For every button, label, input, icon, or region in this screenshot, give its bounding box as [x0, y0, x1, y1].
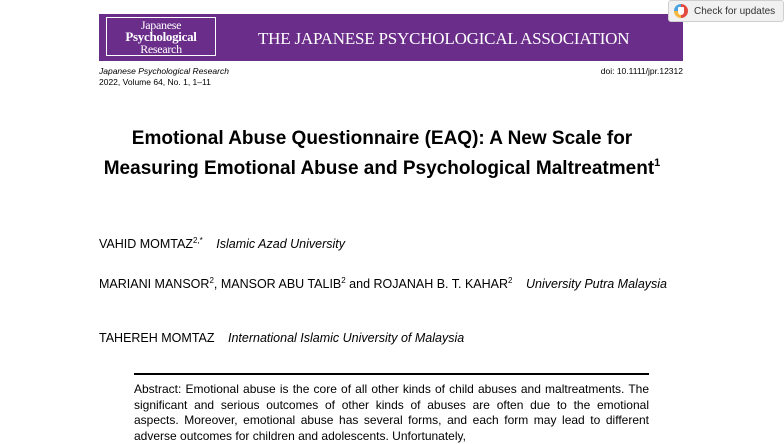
author-name: MANSOR ABU TALIB — [220, 277, 342, 291]
author-line-2: MARIANI MANSOR$^2$, MANSOR ABU TALIB$^2$ and ROJANAH B. T. KAHAR$^2$ University Putra Malaysia — [99, 276, 667, 291]
check-for-updates-button[interactable] — [668, 0, 784, 22]
author-sup: 2 — [341, 276, 346, 285]
check-updates-label: Check for updates — [694, 5, 776, 17]
logo-line-1: Japanese — [140, 18, 182, 32]
crossmark-icon — [674, 4, 688, 18]
title-footnote-mark: 1 — [654, 157, 661, 169]
journal-name: Japanese Psychological Research — [99, 66, 229, 76]
abstract — [134, 382, 649, 444]
author-name: ROJANAH B. T. KAHAR — [373, 277, 509, 291]
journal-banner — [99, 14, 683, 61]
author-line-1 — [99, 233, 685, 252]
journal-citation — [99, 66, 229, 88]
paper-title — [90, 126, 674, 181]
author-name: TAHEREH MOMTAZ — [99, 331, 215, 345]
author-sup: 2 — [508, 276, 513, 285]
author-sup: 2 — [209, 276, 214, 285]
title-text: Emotional Abuse Questionnaire (EAQ): A New Scale for Measuring Emotional Abuse and Psychological Maltreatment — [103, 128, 655, 179]
abstract-divider — [134, 373, 649, 375]
abstract-label: Abstract: — [134, 382, 182, 396]
doi: doi: 10.1111/jpr.12312 — [600, 66, 683, 76]
journal-logo — [106, 17, 216, 56]
author-affiliation: University Putra Malaysia — [525, 277, 667, 291]
author-line-3 — [99, 330, 685, 346]
author-affiliation: International Islamic University of Malaysia — [228, 331, 465, 345]
author-sup: 2,* — [192, 236, 203, 245]
logo-line-2: Psychological — [125, 29, 197, 44]
abstract-text: Emotional abuse is the core of all other kinds of child abuses and maltreatments. The significant and serious outcomes of other kinds of abuses are often due to the emotional aspects. Moreover, emotional abuse has several forms, and each form may lead to different adverse outcomes for children and adolescents. Unfortunately, — [134, 382, 649, 443]
author-name: MARIANI MANSOR — [99, 277, 210, 291]
journal-volume: 2022, Volume 64, No. 1, 1–11 — [99, 77, 211, 87]
association-name: THE JAPANESE PSYCHOLOGICAL ASSOCIATION — [258, 29, 630, 48]
logo-line-3: Research — [140, 42, 182, 56]
author-name: VAHID MOMTAZ — [99, 237, 193, 251]
author-affiliation: Islamic Azad University — [216, 237, 346, 251]
